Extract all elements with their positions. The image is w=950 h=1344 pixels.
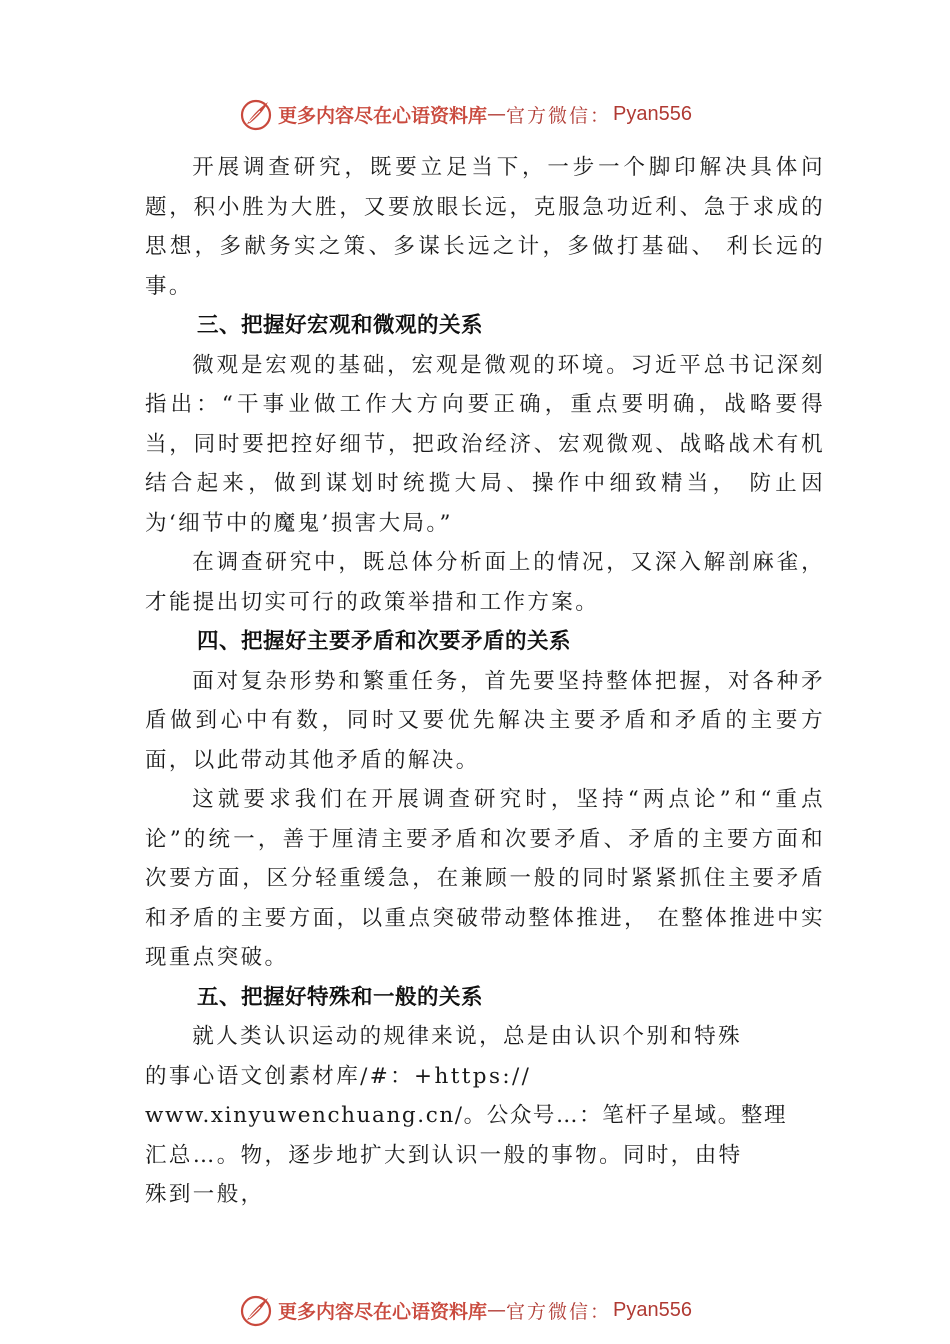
paragraph-3: 在调查研究中，既总体分析面上的情况，又深入解剖麻雀，才能提出切实可行的政策举措和工作方案。 bbox=[145, 550, 825, 615]
heading-section-4: 四、把握好主要矛盾和次要矛盾的关系 bbox=[197, 629, 572, 654]
heading-section-3: 三、把握好宏观和微观的关系 bbox=[197, 313, 484, 338]
paragraph-6-line-3: www.xinyuwenchuang.cn/。公众号…：笔杆子星域。整理 bbox=[145, 1103, 788, 1128]
banner-dash: — bbox=[487, 103, 507, 125]
paragraph-6 bbox=[145, 1017, 825, 1215]
header-watermark-banner bbox=[238, 94, 758, 134]
paragraph-6-line-4: 汇总…。物，逐步地扩大到认识一般的事物。同时，由特 bbox=[145, 1142, 743, 1168]
banner-wechat-id: Pyan556 bbox=[613, 102, 692, 125]
banner-title: 更多内容尽在心语资料库 bbox=[278, 104, 488, 127]
footer-watermark-banner bbox=[238, 1290, 758, 1330]
paragraph-6-line-2: 的事心语文创素材库/#：+https:// bbox=[145, 1063, 532, 1089]
paragraph-6-line-5: 殊到一般， bbox=[145, 1182, 265, 1207]
banner-title: 更多内容尽在心语资料库 bbox=[278, 1300, 488, 1323]
document-body bbox=[145, 148, 825, 1215]
paragraph-4: 面对复杂形势和繁重任务，首先要坚持整体把握，对各种矛盾做到心中有数，同时又要优先解决主要矛盾和矛盾的主要方面，以此带动其他矛盾的解决。 bbox=[145, 668, 825, 773]
quill-logo-icon bbox=[238, 96, 274, 132]
paragraph-6-line-1: 就人类认识运动的规律来说，总是由认识个别和特殊 bbox=[192, 1024, 742, 1049]
paragraph-1: 开展调查研究，既要立足当下，一步一个脚印解决具体问题，积小胜为大胜，又要放眼长远，克服急功近利、急于求成的思想，多献务实之策、多谋长远之计，多做打基础、 利长远的事。 bbox=[145, 155, 825, 299]
banner-wechat-label: 官方微信： bbox=[506, 104, 612, 127]
quill-logo-icon bbox=[238, 1292, 274, 1328]
paragraph-5: 这就要求我们在开展调查研究时，坚持“两点论”和“重点论”的统一，善于厘清主要矛盾和次要矛盾、矛盾的主要方面和次要方面，区分轻重缓急，在兼顾一般的同时紧紧抓住主要矛盾和矛盾的主要方面，以重点突破带动整体推进， 在整体推进中实现重点突破。 bbox=[145, 787, 825, 970]
banner-wechat-label: 官方微信： bbox=[506, 1300, 612, 1323]
heading-section-5: 五、把握好特殊和一般的关系 bbox=[197, 984, 484, 1010]
banner-dash: — bbox=[487, 1299, 507, 1321]
paragraph-2: 微观是宏观的基础，宏观是微观的环境。习近平总书记深刻指出：“干事业做工作大方向要正确，重点要明确，战略要得当，同时要把控好细节，把政治经济、宏观微观、战略战术有机结合起来，做到谋划时统揽大局、操作中细致精当， 防止因为‘细节中的魔鬼’损害大局。” bbox=[145, 352, 825, 536]
banner-wechat-id: Pyan556 bbox=[613, 1298, 692, 1321]
